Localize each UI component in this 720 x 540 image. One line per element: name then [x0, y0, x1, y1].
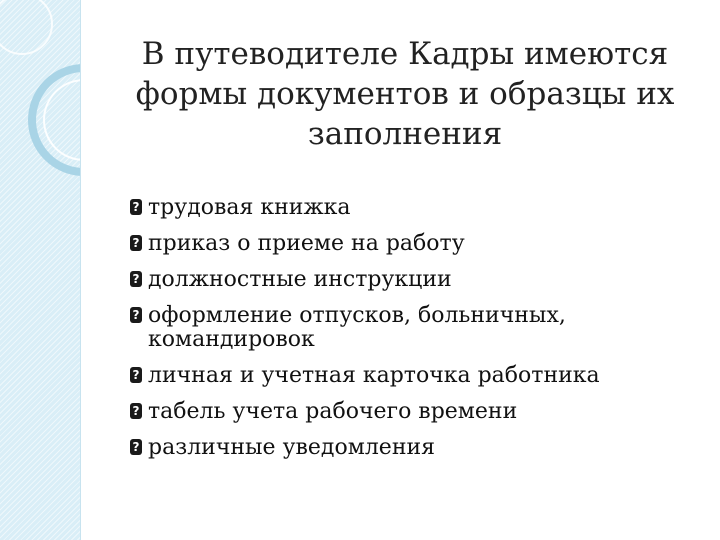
slide-title: В путеводителе Кадры имеются формы документов и образцы их заполнения [135, 36, 675, 152]
list-item-text: приказ о приеме на работу [148, 231, 465, 256]
list-item [128, 400, 688, 424]
unknown-glyph-bullet-icon: ? [130, 439, 142, 455]
unknown-glyph-bullet-icon: ? [130, 235, 142, 251]
unknown-glyph-bullet-icon: ? [130, 307, 142, 323]
list-item [128, 364, 688, 388]
list-item-text: личная и учетная карточка работника [148, 363, 600, 388]
list-item-text: различные уведомления [148, 435, 436, 460]
list-item [128, 268, 688, 292]
list-item [128, 196, 688, 220]
list-item [128, 436, 688, 460]
list-item-text: оформление отпусков, больничных, командировок [148, 303, 566, 352]
bullet-list [128, 196, 688, 472]
unknown-glyph-bullet-icon: ? [130, 403, 142, 419]
list-item-text: трудовая книжка [148, 195, 351, 220]
list-item-text: должностные инструкции [148, 267, 452, 292]
unknown-glyph-bullet-icon: ? [130, 199, 142, 215]
list-item [128, 304, 688, 352]
decorative-side-strip [0, 0, 80, 540]
decorative-circles [0, 0, 80, 540]
unknown-glyph-bullet-icon: ? [130, 367, 142, 383]
list-item-text: табель учета рабочего времени [148, 399, 518, 424]
list-item [128, 232, 688, 256]
side-strip-border [80, 0, 81, 540]
unknown-glyph-bullet-icon: ? [130, 271, 142, 287]
